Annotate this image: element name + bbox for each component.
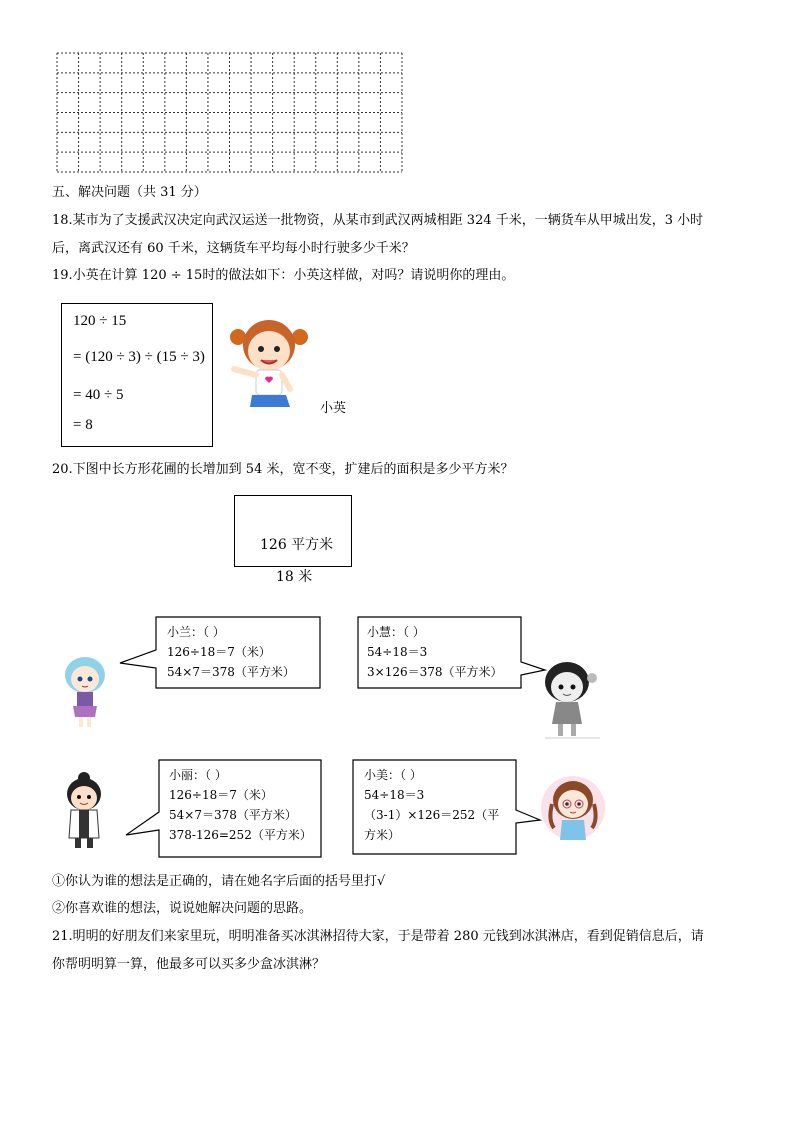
calc-line: 120 ÷ 15 xyxy=(73,313,127,329)
question-21-line1: 21.明明的好朋友们来家里玩，明明准备买冰淇淋招待大家，于是带着 280 元钱到冰淇淋店，看到促销信息后，请 xyxy=(52,929,704,944)
girl-xiaoli-illustration xyxy=(57,770,112,850)
girl-xiaomei-illustration xyxy=(538,770,608,848)
question-20-sub2: ②你喜欢谁的想法，说说她解决问题的思路。 xyxy=(52,901,313,916)
question-20-sub1: ①你认为谁的想法是正确的，请在她名字后面的括号里打√ xyxy=(52,874,386,889)
question-20-text: 20.下图中长方形花圃的长增加到 54 米，宽不变，扩建后的面积是多少平方米？ xyxy=(52,462,514,477)
rect-width-label: 18 米 xyxy=(276,569,313,585)
girl-xiaolan-illustration xyxy=(55,655,115,730)
calc-line: = 8 xyxy=(73,417,93,433)
calc-line: = 40 ÷ 5 xyxy=(73,387,124,403)
bubble-xiaomei-text: 小美：（ ） 54÷18＝3 （3-1）×126＝252（平 方米） xyxy=(364,768,500,842)
question-21-line2: 你帮明明算一算，他最多可以买多少盒冰淇淋？ xyxy=(52,957,326,972)
calc-line: = (120 ÷ 3) ÷ (15 ÷ 3) xyxy=(73,349,205,365)
question-19-text: 19.小英在计算 120 ÷ 15时的做法如下：小英这样做，对吗？请说明你的理由。 xyxy=(52,268,515,283)
girl-xiaohui-illustration xyxy=(530,660,605,740)
rect-area-label: 126 平方米 xyxy=(260,537,334,553)
bubble-xiaoli-text: 小丽：（ ） 126÷18＝7（米） 54×7＝378（平方米） 378-126=252（平方米） xyxy=(169,768,312,842)
question-18-line1: 18.某市为了支援武汉决定向武汉运送一批物资，从某市到武汉两城相距 324 千米，一辆货车从甲城出发，3 小时 xyxy=(52,213,704,228)
girl-name-label: 小英 xyxy=(320,401,347,416)
question-18-line2: 后，离武汉还有 60 千米，这辆货车平均每小时行驶多少千米？ xyxy=(52,241,415,256)
bubble-xiaolan-text: 小兰：（ ） 126÷18＝7（米） 54×7＝378（平方米） xyxy=(167,625,295,679)
bubble-xiaohui-text: 小慧：（ ） 54÷18＝3 3×126＝378（平方米） xyxy=(367,625,503,679)
section-title: 五、解决问题（共 31 分） xyxy=(52,185,207,200)
